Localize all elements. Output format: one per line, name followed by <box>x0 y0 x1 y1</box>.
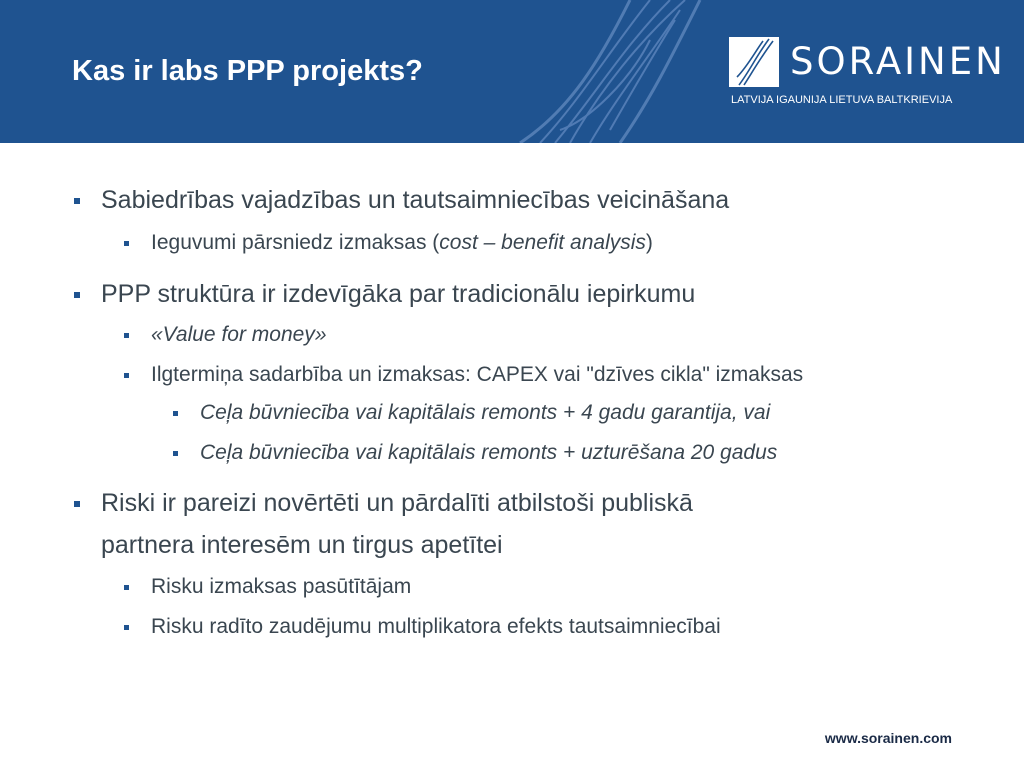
bullet-text: Ieguvumi pārsniedz izmaksas ( <box>151 231 440 254</box>
bullet-text-italic: cost <box>439 231 478 254</box>
logo-wordmark: SORAINEN <box>790 40 1006 83</box>
bullet-level3: Ceļa būvniecība vai kapitālais remonts + 4 gadu garantija, vai <box>200 401 771 424</box>
bullet-text-italic: – <box>477 231 502 254</box>
slide-title: Kas ir labs PPP projekts? <box>72 55 423 87</box>
bullet-marker <box>74 501 80 507</box>
bullet-level2: Risku radīto zaudējumu multiplikatora efekts tautsaimniecībai <box>151 615 721 638</box>
bullet-level2: Risku izmaksas pasūtītājam <box>151 575 412 598</box>
bullet-level3: Ceļa būvniecība vai kapitālais remonts + uzturēšana 20 gadus <box>200 441 778 464</box>
bullet-text-italic: «Value for money» <box>151 323 327 346</box>
bullet-marker <box>124 333 129 338</box>
bullet-level1: Riski ir pareizi novērtēti un pārdalīti atbilstoši publiskā <box>101 489 693 517</box>
bullet-marker <box>74 198 80 204</box>
slide-header <box>0 0 1024 143</box>
bullet-marker <box>124 625 129 630</box>
bullet-text: ) <box>645 231 653 254</box>
bullet-level1: Sabiedrības vajadzības un tautsaimniecības veicināšana <box>101 186 730 214</box>
bullet-marker <box>124 585 129 590</box>
bullet-marker <box>173 411 178 416</box>
bullet-marker <box>74 292 80 298</box>
logo-swirl-icon <box>729 37 779 87</box>
bullet-level1-continuation: partnera interesēm un tirgus apetītei <box>101 531 503 559</box>
bullet-level2 <box>151 231 653 255</box>
bullet-marker <box>124 373 129 378</box>
logo-countries: LATVIJA IGAUNIJA LIETUVA BALTKRIEVIJA <box>731 94 953 106</box>
bullet-level2 <box>151 323 327 347</box>
footer-website-link[interactable]: www.sorainen.com <box>824 730 952 746</box>
bullet-marker <box>124 241 129 246</box>
bullet-text-italic: benefit analysis <box>501 231 646 254</box>
sorainen-logo-icon <box>729 37 779 87</box>
bullet-marker <box>173 451 178 456</box>
bullet-level1: PPP struktūra ir izdevīgāka par tradicionālu iepirkumu <box>101 280 696 308</box>
decorative-swirl-graphic <box>500 0 760 143</box>
bullet-level2: Ilgtermiņa sadarbība un izmaksas: CAPEX vai "dzīves cikla" izmaksas <box>151 363 804 386</box>
